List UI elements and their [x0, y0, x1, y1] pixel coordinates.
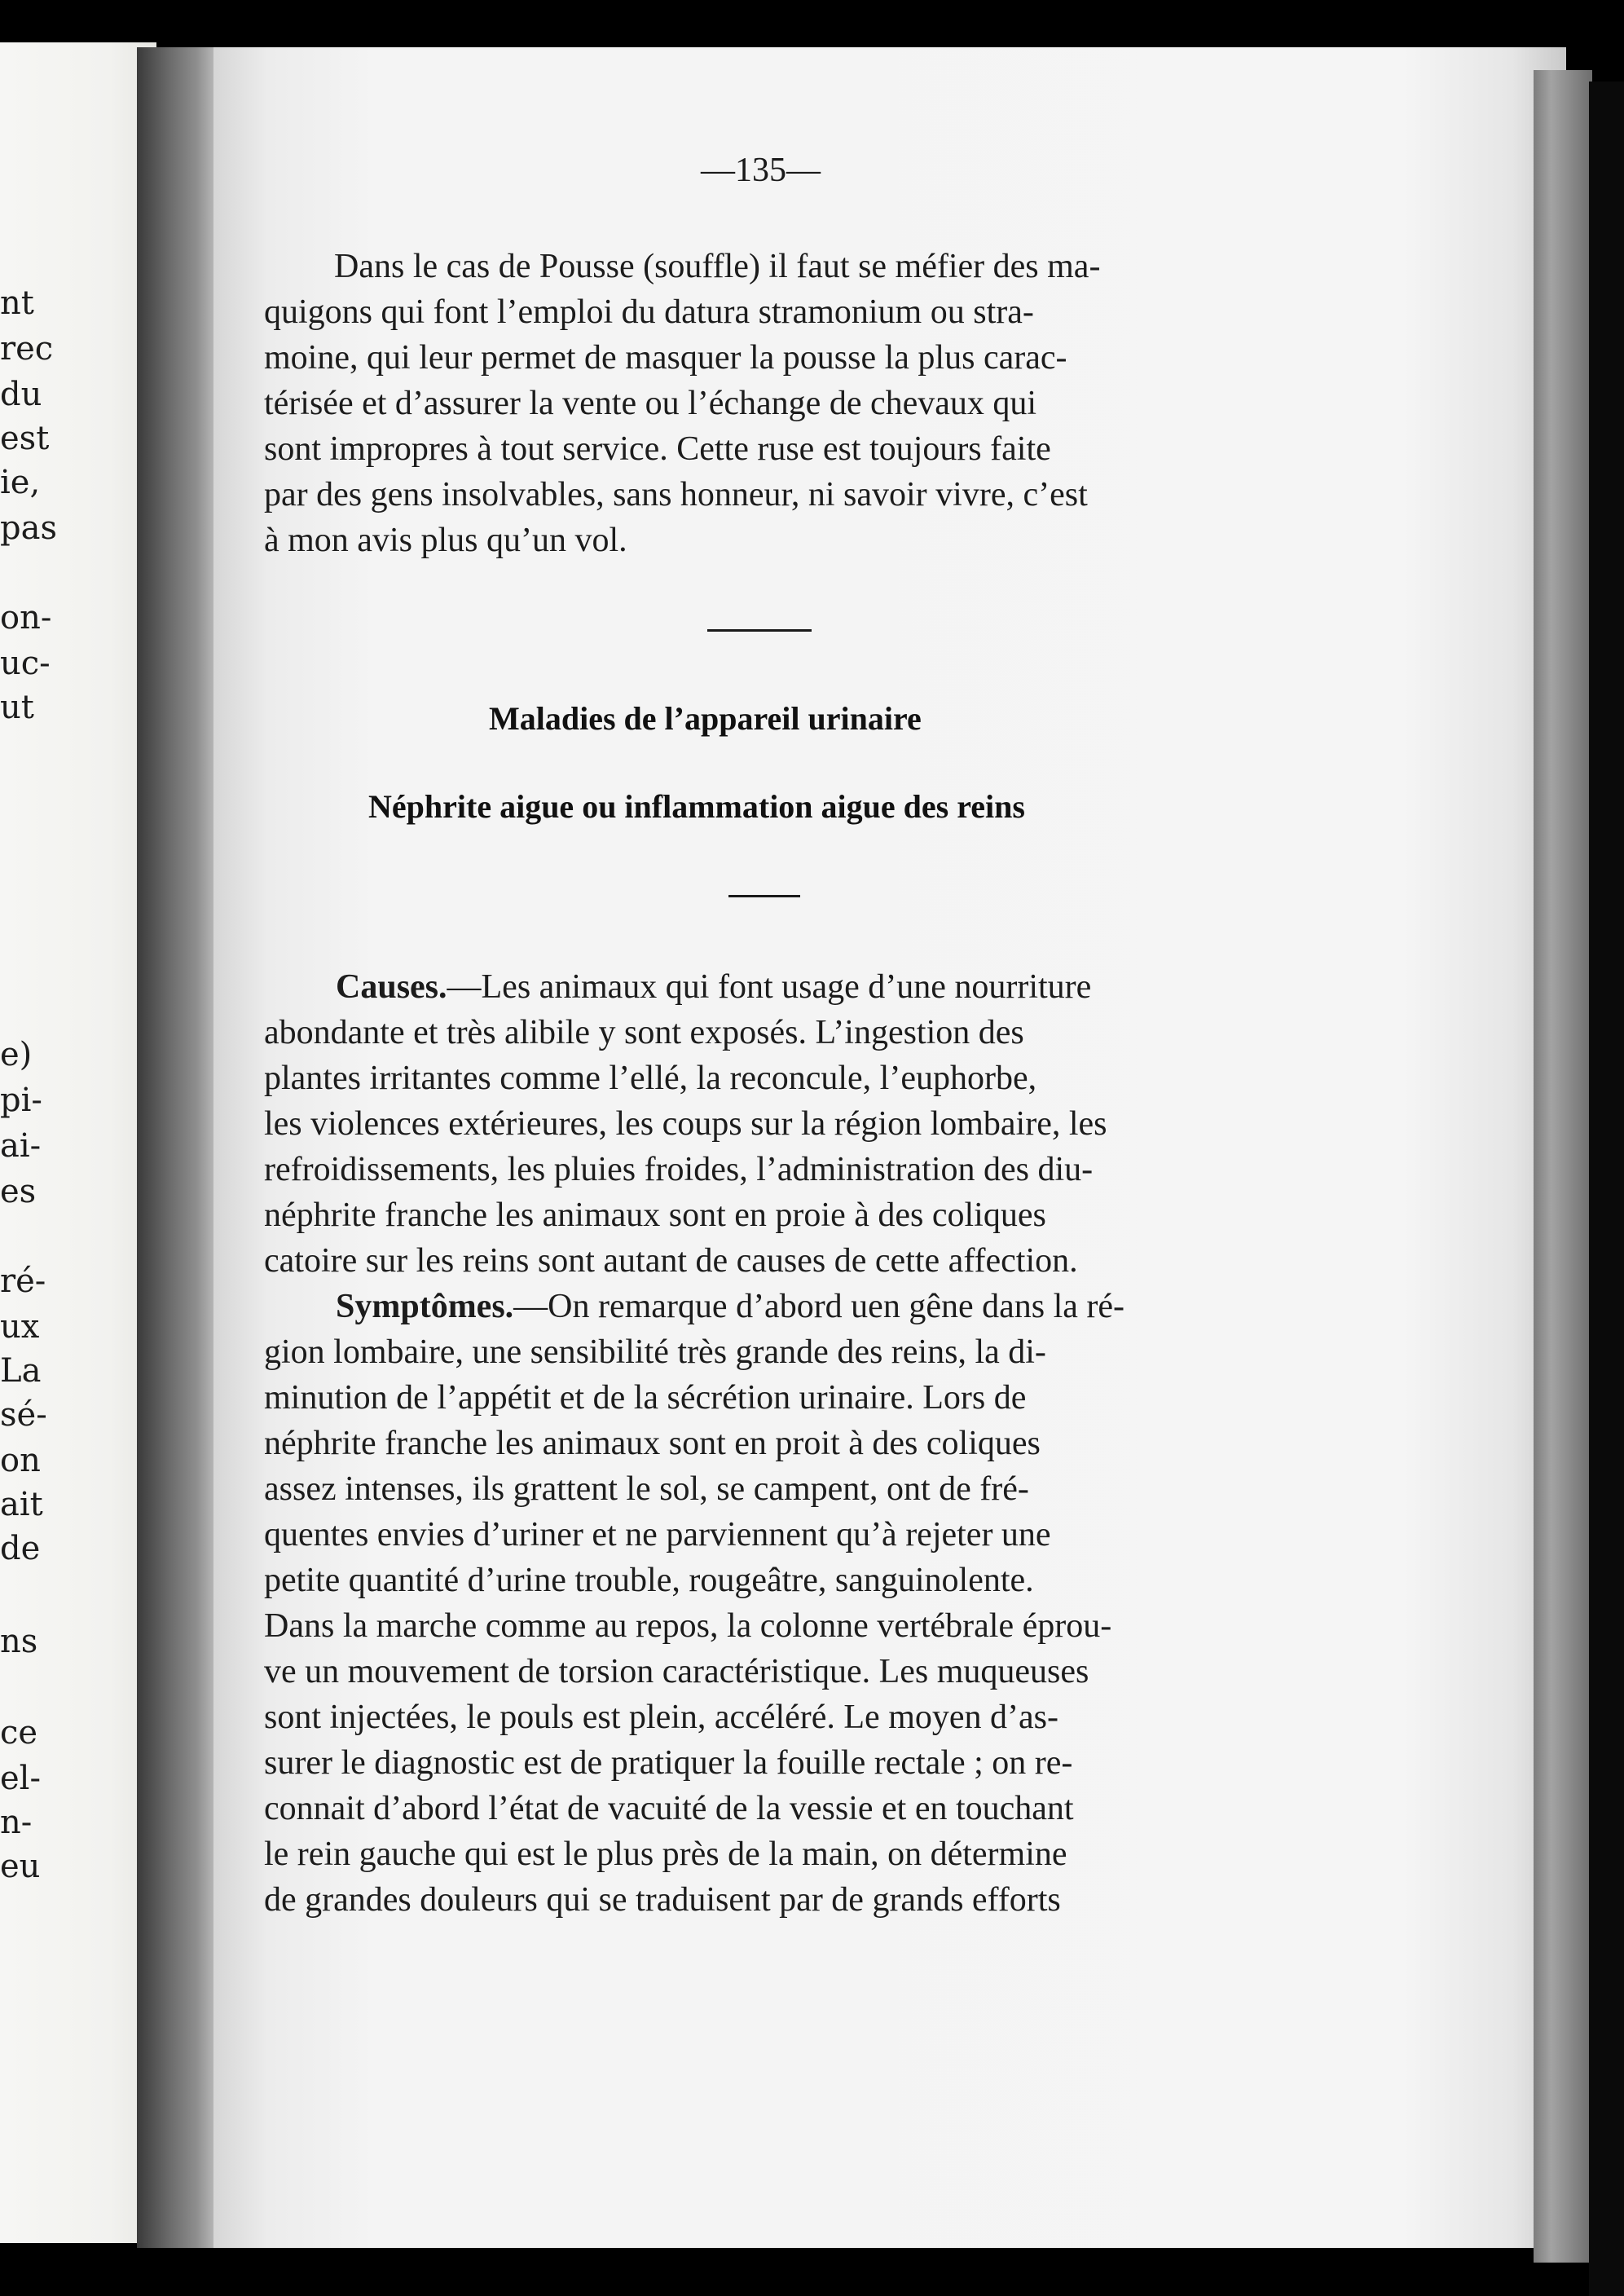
- symptomes-line: connait d’abord l’état de vacuité de la vessie et en touchant: [264, 1790, 1074, 1827]
- symptomes-line: petite quantité d’urine trouble, rougeâtre, sanguinolente.: [264, 1562, 1034, 1599]
- section-title: Maladies de l’appareil urinaire: [489, 700, 922, 737]
- intro-line: à mon avis plus qu’un vol.: [264, 522, 627, 559]
- intro-line: Dans le cas de Pousse (souffle) il faut se méfier des ma-: [334, 248, 1101, 285]
- prev-page-fragment: el-: [0, 1760, 41, 1797]
- symptomes-line: [336, 1289, 1124, 1324]
- intro-line: térisée et d’assurer la vente ou l’échange de chevaux qui: [264, 385, 1037, 422]
- symptomes-text: —On remarque d’abord uen gêne dans la ré-: [513, 1288, 1125, 1325]
- causes-label: Causes.: [336, 968, 447, 1006]
- symptomes-label: Symptômes.: [336, 1288, 514, 1325]
- prev-page-fragment: es: [0, 1173, 37, 1210]
- prev-page-fragment: ns: [0, 1623, 38, 1660]
- subsection-title: Néphrite aigue ou inflammation aigue des reins: [368, 788, 1025, 825]
- intro-line: par des gens insolvables, sans honneur, ni savoir vivre, c’est: [264, 476, 1088, 513]
- causes-line: abondante et très alibile y sont exposés. L’ingestion des: [264, 1014, 1024, 1051]
- symptomes-line: le rein gauche qui est le plus près de la main, on détermine: [264, 1835, 1067, 1873]
- prev-page-fragment: ux: [0, 1308, 40, 1346]
- symptomes-line: minution de l’appétit et de la sécrétion urinaire. Lors de: [264, 1379, 1027, 1417]
- prev-page-fragment: ré-: [0, 1263, 46, 1300]
- prev-page-fragment: du: [0, 376, 42, 413]
- page-number: —135—: [701, 152, 821, 189]
- prev-page-fragment: rec: [0, 330, 54, 368]
- prev-page-fragment: ce: [0, 1714, 38, 1752]
- causes-text: —Les animaux qui font usage d’une nourriture: [447, 968, 1092, 1006]
- prev-page-fragment: e): [0, 1036, 33, 1073]
- symptomes-line: quentes envies d’uriner et ne parviennent qu’à rejeter une: [264, 1516, 1051, 1553]
- prev-page-fragment: sé-: [0, 1396, 47, 1434]
- prev-page-fragment: La: [0, 1352, 42, 1390]
- symptomes-line: néphrite franche les animaux sont en proit à des coliques: [264, 1425, 1041, 1462]
- subsection-divider: [728, 895, 800, 897]
- symptomes-line: assez intenses, ils grattent le sol, se campent, ont de fré-: [264, 1470, 1029, 1508]
- symptomes-line: gion lombaire, une sensibilité très grande des reins, la di-: [264, 1333, 1046, 1371]
- prev-page-fragment: nt: [0, 284, 34, 322]
- causes-line: [336, 970, 1091, 1004]
- prev-page-fragment: est: [0, 420, 50, 457]
- prev-page-fragment: de: [0, 1530, 41, 1567]
- symptomes-line: surer le diagnostic est de pratiquer la fouille rectale ; on re-: [264, 1744, 1073, 1782]
- book-binding-shadow: [137, 47, 217, 2248]
- symptomes-line: Dans la marche comme au repos, la colonne vertébrale éprou-: [264, 1607, 1112, 1645]
- prev-page-fragment: ie,: [0, 464, 41, 501]
- causes-line: refroidissements, les pluies froides, l’administration des diu-: [264, 1151, 1094, 1188]
- symptomes-line: ve un mouvement de torsion caractéristique. Les muqueuses: [264, 1653, 1089, 1690]
- prev-page-fragment: pas: [0, 509, 57, 547]
- page-edge-strip: [1534, 70, 1592, 2263]
- prev-page-fragment: eu: [0, 1848, 41, 1885]
- intro-line: quigons qui font l’emploi du datura stramonium ou stra-: [264, 293, 1034, 331]
- prev-page-fragment: ut: [0, 689, 34, 726]
- intro-line: sont impropres à tout service. Cette ruse est toujours faite: [264, 430, 1051, 468]
- prev-page-fragment: ai-: [0, 1127, 42, 1165]
- causes-line: catoire sur les reins sont autant de causes de cette affection.: [264, 1242, 1078, 1280]
- causes-line: plantes irritantes comme l’ellé, la reconcule, l’euphorbe,: [264, 1060, 1037, 1097]
- causes-line: néphrite franche les animaux sont en proie à des coliques: [264, 1196, 1046, 1234]
- prev-page-fragment: n-: [0, 1804, 33, 1841]
- prev-page-fragment: on-: [0, 599, 52, 637]
- section-divider: [707, 629, 812, 632]
- causes-line: les violences extérieures, les coups sur la région lombaire, les: [264, 1105, 1107, 1143]
- previous-page-edge: [0, 42, 156, 2243]
- symptomes-line: de grandes douleurs qui se traduisent par de grands efforts: [264, 1881, 1061, 1919]
- prev-page-fragment: uc-: [0, 645, 51, 682]
- prev-page-fragment: on: [0, 1442, 41, 1479]
- prev-page-fragment: ait: [0, 1486, 43, 1523]
- prev-page-fragment: pi-: [0, 1082, 42, 1119]
- symptomes-line: sont injectées, le pouls est plein, accéléré. Le moyen d’as-: [264, 1699, 1058, 1736]
- page-edge-dark: [1589, 82, 1624, 2296]
- intro-line: moine, qui leur permet de masquer la pousse la plus carac-: [264, 339, 1067, 377]
